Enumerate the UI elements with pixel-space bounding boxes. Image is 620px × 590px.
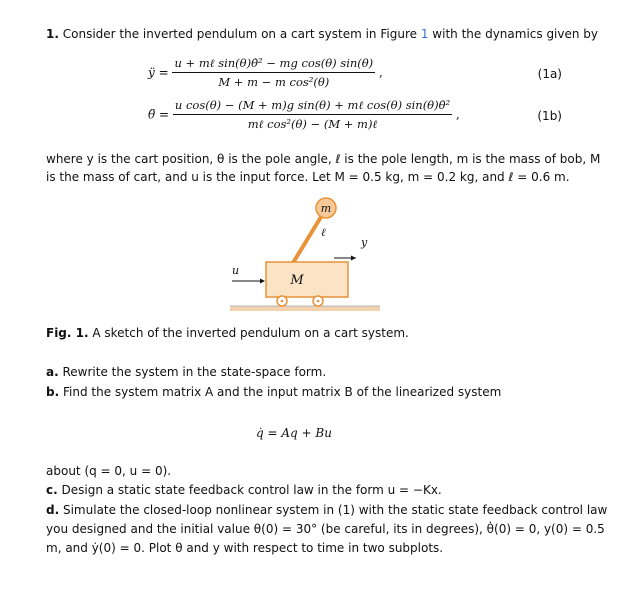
part-d-line-1: Simulate the closed-loop nonlinear system in (1) with the static state feedback control law <box>62 503 608 517</box>
part-c-label: c. <box>46 483 58 497</box>
part-a <box>46 363 326 381</box>
intro-text-before: Consider the inverted pendulum on a cart system in Figure <box>62 27 417 41</box>
where-line-1: where y is the cart position, θ is the pole angle, ℓ is the pole length, m is the mass of bob, M <box>46 152 601 166</box>
cart-wheel-right-hub <box>317 300 320 303</box>
ground-hatch <box>230 306 380 311</box>
figure-caption-text: A sketch of the inverted pendulum on a cart system. <box>92 326 409 340</box>
part-d <box>46 501 607 519</box>
equation-1b-tag: (1b) <box>537 109 562 123</box>
equation-1b-fraction <box>173 98 452 131</box>
equation-1b-punct: , <box>455 107 460 122</box>
equation-1b <box>148 98 460 131</box>
pole-length-label: ℓ <box>321 226 326 239</box>
figure-caption <box>46 324 409 342</box>
cart-mass-label: M <box>290 273 304 288</box>
position-arrowhead <box>351 256 356 261</box>
input-force-arrowhead <box>260 279 265 284</box>
linearized-equation: q̇ = Aq + Bu <box>256 426 332 440</box>
pendulum-cart-figure <box>220 196 400 320</box>
figure-caption-label: Fig. 1. <box>46 326 89 340</box>
cart-body <box>266 262 348 297</box>
equation-1b-numerator: u cos(θ) − (M + m)g sin(θ) + mℓ cos(θ) sin(θ)θ̇² <box>173 98 452 115</box>
problem-intro <box>46 25 598 43</box>
equation-1a-fraction <box>172 56 375 89</box>
cart-wheel-left-hub <box>281 300 284 303</box>
position-label: y <box>361 236 368 249</box>
part-c <box>46 481 442 499</box>
intro-text-after: with the dynamics given by <box>432 27 599 41</box>
equation-1a <box>148 56 383 89</box>
equation-1a-numerator: u + mℓ sin(θ)θ̇² − mg cos(θ) sin(θ) <box>172 56 375 73</box>
equation-1a-punct: , <box>379 65 383 80</box>
where-line-2: is the mass of cart, and u is the input force. Let M = 0.5 kg, m = 0.2 kg, and ℓ = 0.6 m. <box>46 170 570 184</box>
linearization-point: about (q = 0, u = 0). <box>46 464 172 478</box>
input-force-label: u <box>232 264 240 277</box>
part-b-label: b. <box>46 385 60 399</box>
equation-1a-tag: (1a) <box>537 67 562 81</box>
part-d-line-2: you designed and the initial value θ(0) = 30° (be careful, its in degrees), θ̇(0) = 0, y(0) = 0.5 <box>46 522 605 536</box>
part-d-line-3: m, and ẏ(0) = 0. Plot θ and y with respect to time in two subplots. <box>46 541 444 555</box>
equation-1b-denominator: mℓ cos²(θ) − (M + m)ℓ <box>247 117 378 131</box>
figure-reference-link[interactable]: 1 <box>420 27 429 41</box>
part-a-label: a. <box>46 365 59 379</box>
part-d-label: d. <box>46 503 60 517</box>
part-a-text: Rewrite the system in the state-space form. <box>62 365 327 379</box>
equation-1a-lhs: ÿ = <box>148 65 169 80</box>
bob-mass-label: m <box>320 202 332 215</box>
equation-1b-lhs: θ̈ = <box>148 107 170 122</box>
problem-number: 1. <box>46 27 59 41</box>
equation-1a-denominator: M + m − m cos²(θ) <box>218 75 330 89</box>
part-b <box>46 383 501 401</box>
part-c-text: Design a static state feedback control law in the form u = −Kx. <box>61 483 442 497</box>
part-b-text: Find the system matrix A and the input matrix B of the linearized system <box>62 385 502 399</box>
